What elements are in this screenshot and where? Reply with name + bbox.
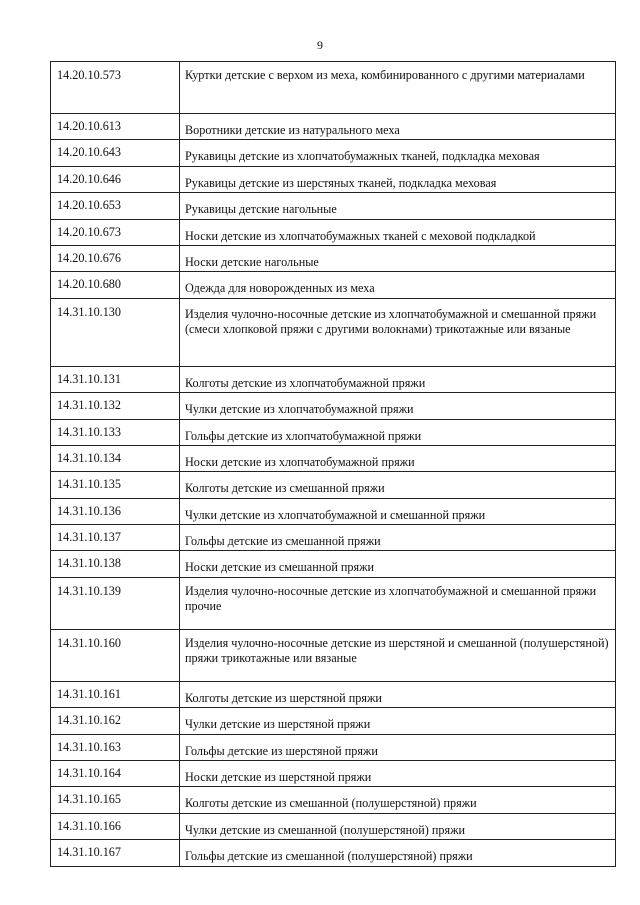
code-cell: 14.20.10.646 xyxy=(51,166,180,192)
description-cell: Гольфы детские из смешанной пряжи xyxy=(180,525,616,551)
description-cell: Чулки детские из шерстяной пряжи xyxy=(180,708,616,734)
description-cell: Чулки детские из хлопчатобумажной и смешанной пряжи xyxy=(180,498,616,524)
description-cell: Воротники детские из натурального меха xyxy=(180,114,616,140)
table-row xyxy=(51,445,616,471)
description-cell: Чулки детские из смешанной (полушерстяной) пряжи xyxy=(180,813,616,839)
table-row xyxy=(51,219,616,245)
code-cell: 14.20.10.676 xyxy=(51,245,180,271)
table-row xyxy=(51,734,616,760)
table-row xyxy=(51,366,616,392)
code-cell: 14.31.10.134 xyxy=(51,445,180,471)
table-row xyxy=(51,140,616,166)
table-row xyxy=(51,787,616,813)
code-cell: 14.31.10.164 xyxy=(51,761,180,787)
description-cell: Носки детские из хлопчатобумажных тканей с меховой подкладкой xyxy=(180,219,616,245)
table-row xyxy=(51,629,616,681)
code-cell: 14.31.10.136 xyxy=(51,498,180,524)
description-cell: Куртки детские с верхом из меха, комбинированного с другими материалами xyxy=(180,62,616,114)
code-cell: 14.31.10.137 xyxy=(51,525,180,551)
table-row xyxy=(51,525,616,551)
code-cell: 14.31.10.135 xyxy=(51,472,180,498)
code-cell: 14.31.10.130 xyxy=(51,298,180,366)
description-cell: Рукавицы детские нагольные xyxy=(180,193,616,219)
table-row xyxy=(51,472,616,498)
description-cell: Носки детские из шерстяной пряжи xyxy=(180,761,616,787)
code-cell: 14.20.10.653 xyxy=(51,193,180,219)
description-cell: Колготы детские из хлопчатобумажной пряжи xyxy=(180,366,616,392)
table-row xyxy=(51,272,616,298)
description-cell: Гольфы детские из смешанной (полушерстяной) пряжи xyxy=(180,840,616,866)
code-cell: 14.31.10.166 xyxy=(51,813,180,839)
code-cell: 14.31.10.138 xyxy=(51,551,180,577)
table-row xyxy=(51,708,616,734)
description-cell: Изделия чулочно-носочные детские из хлопчатобумажной и смешанной пряжи (смеси хлопковой пряжи с другими волокнами) трикотажные или вязаные xyxy=(180,298,616,366)
code-cell: 14.31.10.133 xyxy=(51,419,180,445)
code-cell: 14.31.10.163 xyxy=(51,734,180,760)
table-row xyxy=(51,114,616,140)
description-cell: Гольфы детские из хлопчатобумажной пряжи xyxy=(180,419,616,445)
description-cell: Изделия чулочно-носочные детские из хлопчатобумажной и смешанной пряжи прочие xyxy=(180,577,616,629)
table-row xyxy=(51,193,616,219)
description-cell: Колготы детские из смешанной (полушерстяной) пряжи xyxy=(180,787,616,813)
description-cell: Колготы детские из смешанной пряжи xyxy=(180,472,616,498)
table-row xyxy=(51,813,616,839)
page-number: 9 xyxy=(317,38,323,52)
description-cell: Носки детские нагольные xyxy=(180,245,616,271)
table-row xyxy=(51,62,616,114)
description-cell: Рукавицы детские из шерстяных тканей, подкладка меховая xyxy=(180,166,616,192)
description-cell: Носки детские из смешанной пряжи xyxy=(180,551,616,577)
description-cell: Носки детские из хлопчатобумажной пряжи xyxy=(180,445,616,471)
description-cell: Рукавицы детские из хлопчатобумажных тканей, подкладка меховая xyxy=(180,140,616,166)
table-row xyxy=(51,166,616,192)
codes-table xyxy=(50,61,616,867)
code-cell: 14.31.10.161 xyxy=(51,681,180,707)
code-cell: 14.31.10.132 xyxy=(51,393,180,419)
table-row xyxy=(51,840,616,866)
table-row xyxy=(51,498,616,524)
description-cell: Чулки детские из хлопчатобумажной пряжи xyxy=(180,393,616,419)
code-cell: 14.20.10.613 xyxy=(51,114,180,140)
table-row xyxy=(51,245,616,271)
table-row xyxy=(51,419,616,445)
code-cell: 14.20.10.573 xyxy=(51,62,180,114)
code-cell: 14.31.10.162 xyxy=(51,708,180,734)
code-cell: 14.31.10.160 xyxy=(51,629,180,681)
code-cell: 14.31.10.131 xyxy=(51,366,180,392)
table-row xyxy=(51,551,616,577)
description-cell: Одежда для новорожденных из меха xyxy=(180,272,616,298)
description-cell: Изделия чулочно-носочные детские из шерстяной и смешанной (полушерстяной) пряжи трикотажные или вязаные xyxy=(180,629,616,681)
code-cell: 14.20.10.673 xyxy=(51,219,180,245)
description-cell: Гольфы детские из шерстяной пряжи xyxy=(180,734,616,760)
code-cell: 14.31.10.165 xyxy=(51,787,180,813)
table-row xyxy=(51,681,616,707)
code-cell: 14.20.10.680 xyxy=(51,272,180,298)
table-row xyxy=(51,298,616,366)
description-cell: Колготы детские из шерстяной пряжи xyxy=(180,681,616,707)
code-cell: 14.31.10.167 xyxy=(51,840,180,866)
table-row xyxy=(51,577,616,629)
table-row xyxy=(51,761,616,787)
code-cell: 14.20.10.643 xyxy=(51,140,180,166)
table-row xyxy=(51,393,616,419)
code-cell: 14.31.10.139 xyxy=(51,577,180,629)
